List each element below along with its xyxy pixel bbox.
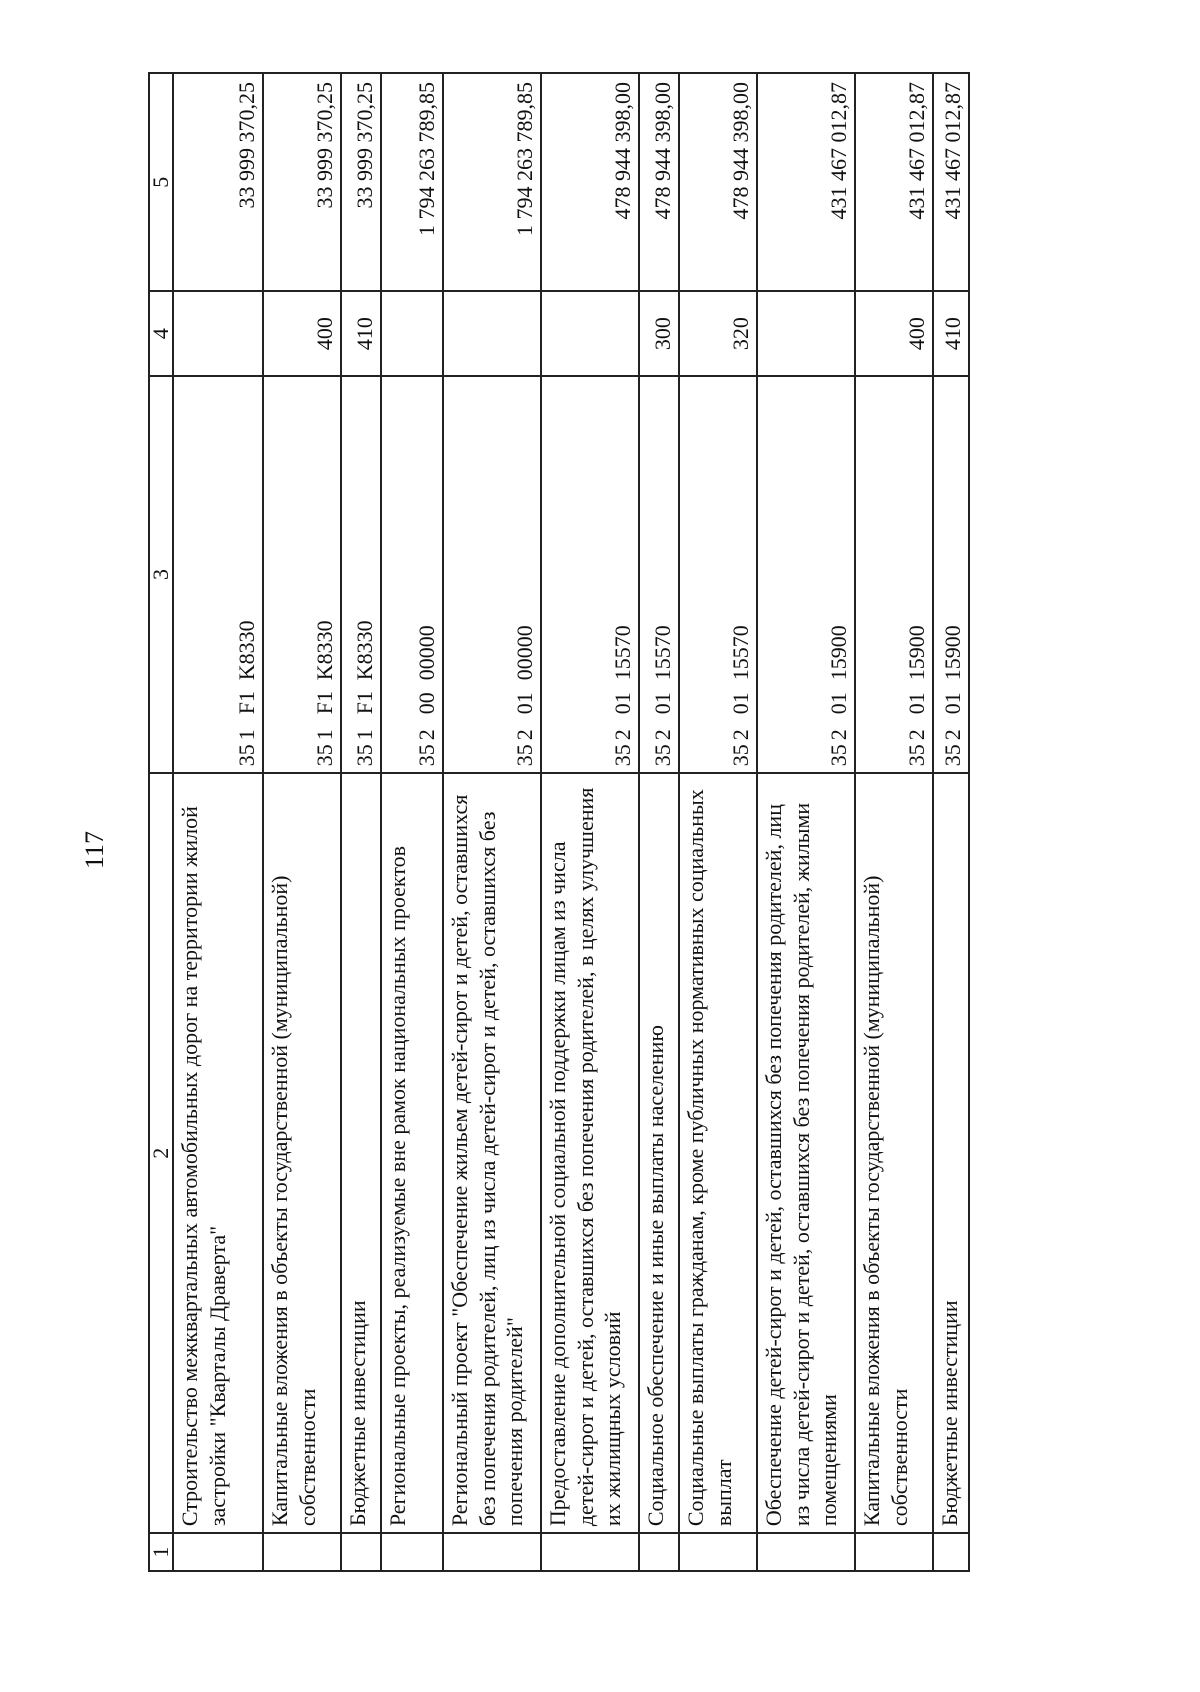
header-col-3: 3: [149, 376, 173, 773]
row-expense-type-cell: 400: [855, 291, 933, 375]
row-code-cell: [639, 376, 679, 773]
code-project: 01: [939, 692, 965, 715]
row-name-cell: Капитальные вложения в объекты государственной (муниципальной) собственности: [263, 773, 341, 1533]
table-row: [381, 73, 443, 1571]
row-code-cell: [541, 376, 639, 773]
code-direction: 15570: [649, 625, 675, 681]
code-program: 35: [351, 744, 377, 767]
code-program: 35: [511, 744, 537, 767]
row-amount-cell: 33 999 370,25: [263, 73, 341, 291]
code-subprogram: 2: [511, 729, 537, 741]
page-number: 117: [80, 830, 109, 870]
row-amount-cell: 1 794 263 789,85: [381, 73, 443, 291]
row-expense-type-cell: [541, 291, 639, 375]
code-project: 01: [903, 692, 929, 715]
code-program: 35: [649, 744, 675, 767]
row-name-cell: Бюджетные инвестиции: [341, 773, 381, 1533]
code-subprogram: 2: [939, 729, 965, 741]
row-index-cell: [757, 1533, 855, 1571]
table-row: [173, 73, 263, 1571]
row-name-cell: Капитальные вложения в объекты государственной (муниципальной) собственности: [855, 773, 933, 1533]
header-col-4: 4: [149, 291, 173, 375]
code-program: 35: [939, 744, 965, 767]
row-expense-type-cell: 400: [263, 291, 341, 375]
row-amount-cell: 478 944 398,00: [541, 73, 639, 291]
table-row: [933, 73, 969, 1571]
code-subprogram: 1: [351, 729, 377, 741]
row-name-cell: Региональный проект "Обеспечение жильем детей-сирот и детей, оставшихся без попечения родителей, лиц из числа детей-сирот и детей, оставшихся без попечения родителей": [443, 773, 541, 1533]
row-name-cell: Региональные проекты, реализуемые вне рамок национальных проектов: [381, 773, 443, 1533]
budget-table: [148, 72, 970, 1572]
header-col-5: 5: [149, 73, 173, 291]
row-expense-type-cell: [381, 291, 443, 375]
code-subprogram: 1: [233, 729, 259, 741]
code-direction: 15570: [727, 625, 753, 681]
row-name-cell: Бюджетные инвестиции: [933, 773, 969, 1533]
code-project: 01: [727, 692, 753, 715]
row-expense-type-cell: 410: [933, 291, 969, 375]
code-program: 35: [903, 744, 929, 767]
code-program: 35: [413, 744, 439, 767]
row-name-cell: Обеспечение детей-сирот и детей, оставшихся без попечения родителей, лиц из числа детей-сирот и детей, оставшихся без попечения родителей, жилыми помещениями: [757, 773, 855, 1533]
row-index-cell: [173, 1533, 263, 1571]
code-direction: 15900: [903, 625, 929, 681]
row-expense-type-cell: [757, 291, 855, 375]
code-direction: 00000: [511, 625, 537, 681]
code-project: F1: [311, 691, 337, 715]
code-program: 35: [727, 744, 753, 767]
code-project: 00: [413, 692, 439, 715]
row-code-cell: [855, 376, 933, 773]
row-amount-cell: 478 944 398,00: [679, 73, 757, 291]
row-expense-type-cell: [443, 291, 541, 375]
code-project: F1: [233, 691, 259, 715]
row-amount-cell: 33 999 370,25: [173, 73, 263, 291]
code-program: 35: [311, 744, 337, 767]
row-index-cell: [341, 1533, 381, 1571]
row-index-cell: [443, 1533, 541, 1571]
table-row: [679, 73, 757, 1571]
row-code-cell: [679, 376, 757, 773]
row-amount-cell: 33 999 370,25: [341, 73, 381, 291]
header-col-1: 1: [149, 1533, 173, 1571]
row-code-cell: [933, 376, 969, 773]
code-direction: K8330: [233, 620, 259, 681]
table-row: [855, 73, 933, 1571]
code-project: 01: [825, 692, 851, 715]
row-amount-cell: 1 794 263 789,85: [443, 73, 541, 291]
table-row: [757, 73, 855, 1571]
row-code-cell: [757, 376, 855, 773]
row-amount-cell: 431 467 012,87: [757, 73, 855, 291]
row-index-cell: [381, 1533, 443, 1571]
code-subprogram: 2: [727, 729, 753, 741]
code-direction: 00000: [413, 625, 439, 681]
code-subprogram: 1: [311, 729, 337, 741]
row-index-cell: [933, 1533, 969, 1571]
row-index-cell: [263, 1533, 341, 1571]
row-expense-type-cell: 300: [639, 291, 679, 375]
table-row: [263, 73, 341, 1571]
row-index-cell: [679, 1533, 757, 1571]
code-project: 01: [511, 692, 537, 715]
row-expense-type-cell: 410: [341, 291, 381, 375]
code-direction: 15900: [825, 625, 851, 681]
code-subprogram: 2: [413, 729, 439, 741]
row-code-cell: [381, 376, 443, 773]
code-subprogram: 2: [903, 729, 929, 741]
row-index-cell: [639, 1533, 679, 1571]
row-name-cell: Строительство межквартальных автомобильных дорог на территории жилой застройки "Кварталы Драверта": [173, 773, 263, 1533]
code-program: 35: [233, 744, 259, 767]
budget-table-rotated: [148, 72, 998, 1572]
row-amount-cell: 431 467 012,87: [933, 73, 969, 291]
row-code-cell: [443, 376, 541, 773]
table-row: [443, 73, 541, 1571]
row-expense-type-cell: 320: [679, 291, 757, 375]
code-direction: K8330: [351, 620, 377, 681]
table-header-row: [149, 73, 173, 1571]
code-subprogram: 2: [649, 729, 675, 741]
row-name-cell: Социальное обеспечение и иные выплаты населению: [639, 773, 679, 1533]
code-project: F1: [351, 691, 377, 715]
row-amount-cell: 478 944 398,00: [639, 73, 679, 291]
row-code-cell: [173, 376, 263, 773]
code-program: 35: [825, 744, 851, 767]
table-row: [341, 73, 381, 1571]
row-code-cell: [263, 376, 341, 773]
row-name-cell: Предоставление дополнительной социальной поддержки лицам из числа детей-сирот и детей, оставшихся без попечения родителей, в целях улучшения их жилищных условий: [541, 773, 639, 1533]
header-col-2: 2: [149, 773, 173, 1533]
code-direction: 15570: [609, 625, 635, 681]
row-code-cell: [341, 376, 381, 773]
code-project: 01: [649, 692, 675, 715]
code-direction: 15900: [939, 625, 965, 681]
code-project: 01: [609, 692, 635, 715]
code-subprogram: 2: [609, 729, 635, 741]
table-row: [639, 73, 679, 1571]
row-name-cell: Социальные выплаты гражданам, кроме публичных нормативных социальных выплат: [679, 773, 757, 1533]
row-amount-cell: 431 467 012,87: [855, 73, 933, 291]
row-expense-type-cell: [173, 291, 263, 375]
table-row: [541, 73, 639, 1571]
code-subprogram: 2: [825, 729, 851, 741]
row-index-cell: [855, 1533, 933, 1571]
code-program: 35: [609, 744, 635, 767]
row-index-cell: [541, 1533, 639, 1571]
code-direction: K8330: [311, 620, 337, 681]
